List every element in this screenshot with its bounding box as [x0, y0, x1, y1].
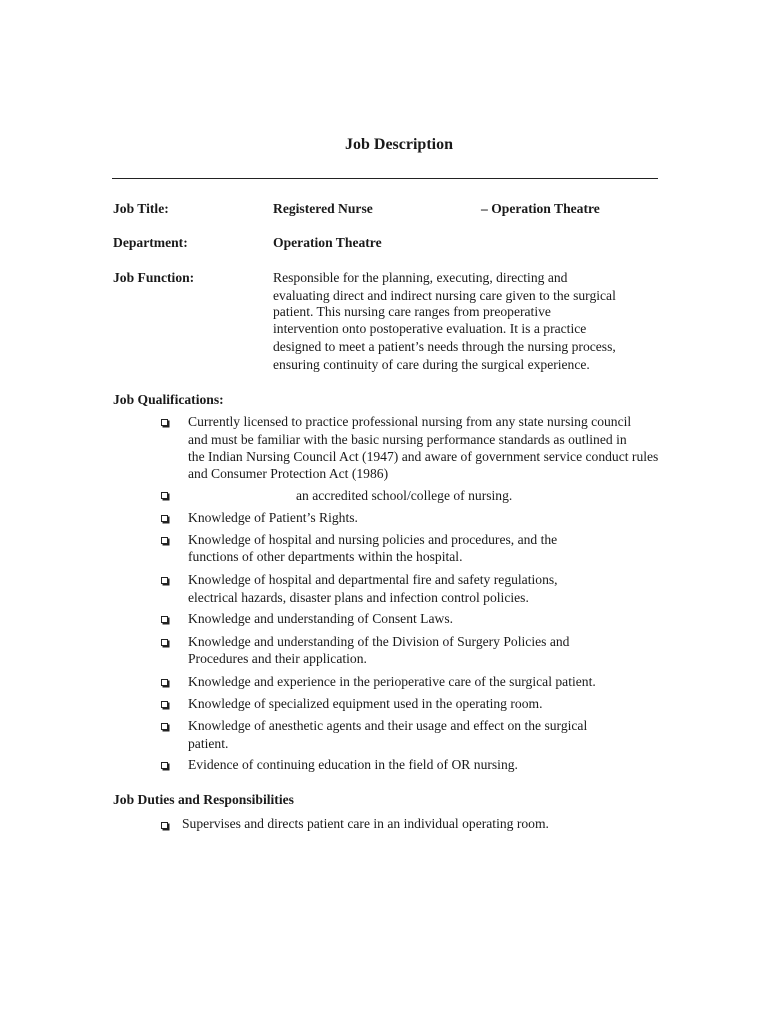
job-function-line: ensuring continuity of care during the surgical experience.	[273, 357, 590, 372]
job-function-line: intervention onto postoperative evaluation. It is a practice	[273, 321, 587, 336]
qualification-line: Evidence of continuing education in the field of OR nursing.	[188, 757, 518, 772]
duties-heading: Job Duties and Responsibilities	[113, 792, 294, 807]
job-function-line: Responsible for the planning, executing, directing and	[273, 270, 568, 285]
checkbox-bullet-icon	[161, 419, 168, 426]
checkbox-bullet-icon	[161, 701, 168, 708]
checkbox-bullet-icon	[161, 723, 168, 730]
job-title-value: Registered Nurse	[273, 201, 373, 216]
qualification-line: electrical hazards, disaster plans and infection control policies.	[188, 590, 529, 605]
job-function-line: evaluating direct and indirect nursing care given to the surgical	[273, 288, 616, 303]
checkbox-bullet-icon	[161, 822, 168, 829]
title-divider	[112, 178, 658, 179]
qualification-line: Knowledge of hospital and departmental fire and safety regulations,	[188, 572, 558, 587]
qualification-line: Knowledge of anesthetic agents and their usage and effect on the surgical	[188, 718, 588, 733]
job-function-label: Job Function:	[113, 270, 195, 285]
qualification-line: Knowledge and understanding of the Division of Surgery Policies and	[188, 634, 570, 649]
document-title: Job Description	[345, 136, 453, 153]
qualification-line: Knowledge of Patient’s Rights.	[188, 510, 358, 525]
checkbox-bullet-icon	[161, 762, 168, 769]
job-function-line: designed to meet a patient’s needs through the nursing process,	[273, 339, 616, 354]
qualifications-heading: Job Qualifications:	[113, 392, 224, 407]
qualification-line: and must be familiar with the basic nursing performance standards as outlined in	[188, 432, 627, 447]
checkbox-bullet-icon	[161, 679, 168, 686]
qualification-line: and Consumer Protection Act (1986)	[188, 466, 389, 481]
duty-line: Supervises and directs patient care in an individual operating room.	[182, 816, 549, 831]
checkbox-bullet-icon	[161, 515, 168, 522]
job-title-suffix: – Operation Theatre	[481, 201, 600, 216]
qualification-line: the Indian Nursing Council Act (1947) and aware of government service conduct rules	[188, 449, 659, 464]
job-function-line: patient. This nursing care ranges from preoperative	[273, 304, 551, 319]
job-title-label: Job Title:	[113, 201, 169, 216]
checkbox-bullet-icon	[161, 639, 168, 646]
checkbox-bullet-icon	[161, 492, 168, 499]
qualification-line: an accredited school/college of nursing.	[296, 488, 513, 503]
qualification-line: Knowledge and experience in the perioperative care of the surgical patient.	[188, 674, 596, 689]
checkbox-bullet-icon	[161, 577, 168, 584]
qualification-line: patient.	[188, 736, 229, 751]
checkbox-bullet-icon	[161, 537, 168, 544]
department-label: Department:	[113, 235, 188, 250]
qualification-line: Knowledge of hospital and nursing policies and procedures, and the	[188, 532, 558, 547]
department-value: Operation Theatre	[273, 235, 382, 250]
qualification-line: Knowledge and understanding of Consent Laws.	[188, 611, 454, 626]
checkbox-bullet-icon	[161, 616, 168, 623]
qualification-line: Procedures and their application.	[188, 651, 367, 666]
qualification-line: Currently licensed to practice professional nursing from any state nursing council	[188, 414, 632, 429]
qualification-line: Knowledge of specialized equipment used in the operating room.	[188, 696, 543, 711]
qualification-line: functions of other departments within the hospital.	[188, 549, 463, 564]
